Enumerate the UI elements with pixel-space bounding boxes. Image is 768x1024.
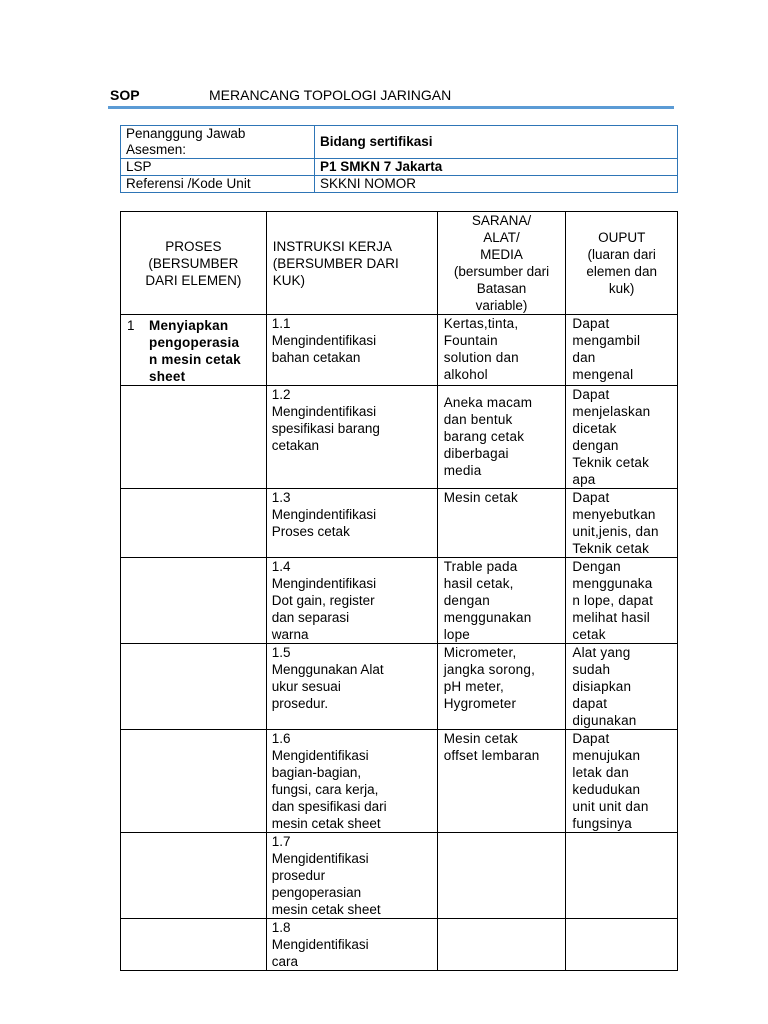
table-row bbox=[121, 730, 678, 833]
table-row bbox=[121, 919, 678, 971]
proses-number: 1 bbox=[127, 318, 135, 333]
header-instruksi: INSTRUKSI KERJA (BERSUMBER DARI KUK) bbox=[266, 212, 437, 315]
instruksi-text: Mengindentifikasi Dot gain, register dan separasi warna bbox=[271, 576, 377, 642]
info-label: Penanggung Jawab Asesmen: bbox=[121, 126, 315, 159]
info-table bbox=[120, 125, 678, 193]
instruksi-cell bbox=[266, 489, 437, 558]
table-row bbox=[121, 644, 678, 730]
instruksi-number: 1.6 bbox=[271, 731, 291, 746]
proses-cell-empty bbox=[121, 833, 267, 919]
table-row bbox=[121, 558, 678, 644]
instruksi-number: 1.1 bbox=[271, 316, 291, 331]
proses-cell-empty bbox=[121, 386, 267, 489]
header-proses: PROSES (BERSUMBER DARI ELEMEN) bbox=[121, 212, 267, 315]
info-row bbox=[121, 159, 678, 176]
instruksi-number: 1.2 bbox=[271, 387, 291, 402]
info-value: SKKNI NOMOR bbox=[315, 176, 678, 193]
sarana-cell: Aneka macam dan bentuk barang cetak diberbagai media bbox=[437, 386, 566, 489]
document-code: SOP bbox=[110, 87, 140, 103]
output-cell bbox=[566, 919, 678, 971]
instruksi-number: 1.5 bbox=[271, 645, 291, 660]
instruksi-text: Mengidentifikasi prosedur pengoperasian mesin cetak sheet bbox=[271, 851, 381, 917]
output-cell: Dengan menggunaka n lope, dapat melihat hasil cetak bbox=[566, 558, 678, 644]
instruksi-cell bbox=[266, 644, 437, 730]
instruksi-text: Mengidentifikasi bagian-bagian, fungsi, cara kerja, dan spesifikasi dari mesin cetak sheet bbox=[271, 748, 387, 831]
sarana-cell: Micrometer, jangka sorong, pH meter, Hygrometer bbox=[437, 644, 566, 730]
output-cell bbox=[566, 833, 678, 919]
info-value: Bidang sertifikasi bbox=[315, 126, 678, 159]
output-cell: Dapat mengambil dan mengenal bbox=[566, 315, 678, 386]
header-output: OUPUT (luaran dari elemen dan kuk) bbox=[566, 212, 678, 315]
info-label: Referensi /Kode Unit bbox=[121, 176, 315, 193]
table-row bbox=[121, 386, 678, 489]
sarana-cell bbox=[437, 919, 566, 971]
instruksi-cell bbox=[266, 730, 437, 833]
instruksi-text: Mengindentifikasi spesifikasi barang cetakan bbox=[271, 404, 380, 453]
sarana-cell: Trable pada hasil cetak, dengan menggunakan lope bbox=[437, 558, 566, 644]
proses-cell-empty bbox=[121, 730, 267, 833]
sarana-cell: Kertas,tinta, Fountain solution dan alkohol bbox=[437, 315, 566, 386]
output-cell: Alat yang sudah disiapkan dapat digunakan bbox=[566, 644, 678, 730]
instruksi-cell bbox=[266, 558, 437, 644]
instruksi-number: 1.3 bbox=[271, 490, 291, 505]
proses-cell-empty bbox=[121, 489, 267, 558]
info-value: P1 SMKN 7 Jakarta bbox=[315, 159, 678, 176]
instruksi-cell bbox=[266, 919, 437, 971]
header-row bbox=[121, 212, 678, 315]
instruksi-cell bbox=[266, 833, 437, 919]
instruksi-text: Mengindentifikasi bahan cetakan bbox=[271, 333, 377, 365]
instruksi-number: 1.4 bbox=[271, 559, 291, 574]
instruksi-number: 1.7 bbox=[271, 834, 291, 849]
instruksi-text: Mengindentifikasi Proses cetak bbox=[271, 507, 377, 539]
sop-table bbox=[120, 211, 678, 971]
header-sarana: SARANA/ ALAT/ MEDIA (bersumber dari Batasan variable) bbox=[437, 212, 566, 315]
table-row bbox=[121, 833, 678, 919]
sarana-cell: Mesin cetak offset lembaran bbox=[437, 730, 566, 833]
instruksi-number: 1.8 bbox=[271, 920, 291, 935]
proses-cell-empty bbox=[121, 919, 267, 971]
proses-cell-empty bbox=[121, 558, 267, 644]
proses-cell-empty bbox=[121, 644, 267, 730]
output-cell: Dapat menjelaskan dicetak dengan Teknik cetak apa bbox=[566, 386, 678, 489]
sarana-cell: Mesin cetak bbox=[437, 489, 566, 558]
instruksi-cell bbox=[266, 386, 437, 489]
output-cell: Dapat menyebutkan unit,jenis, dan Teknik cetak bbox=[566, 489, 678, 558]
sarana-cell bbox=[437, 833, 566, 919]
proses-cell bbox=[121, 315, 267, 386]
proses-text: Menyiapkan pengoperasia n mesin cetak sheet bbox=[149, 318, 241, 384]
table-row bbox=[121, 315, 678, 386]
output-cell: Dapat menujukan letak dan kedudukan unit unit dan fungsinya bbox=[566, 730, 678, 833]
document-title: MERANCANG TOPOLOGI JARINGAN bbox=[209, 87, 452, 103]
table-row bbox=[121, 489, 678, 558]
instruksi-text: Mengidentifikasi cara bbox=[271, 937, 369, 969]
info-label: LSP bbox=[121, 159, 315, 176]
info-row bbox=[121, 126, 678, 159]
instruksi-cell bbox=[266, 315, 437, 386]
info-row bbox=[121, 176, 678, 193]
instruksi-text: Menggunakan Alat ukur sesuai prosedur. bbox=[271, 662, 384, 711]
document-header bbox=[108, 86, 674, 109]
